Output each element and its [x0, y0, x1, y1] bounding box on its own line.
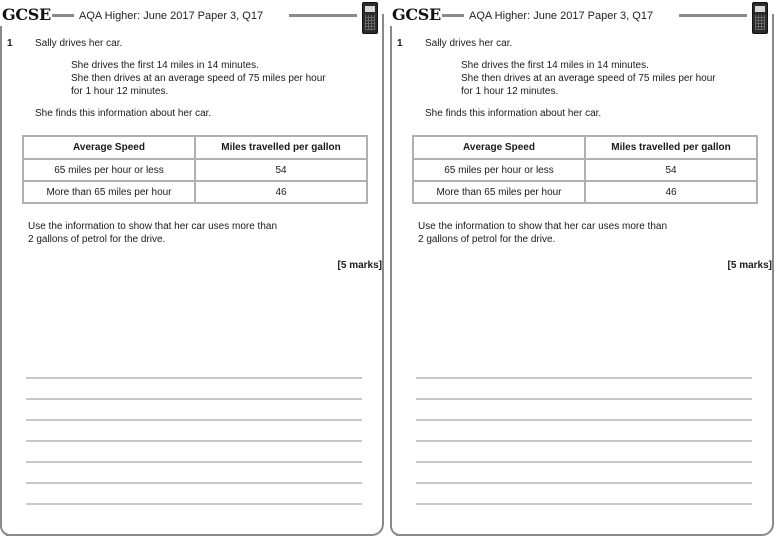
- worksheet-panel-right: [390, 0, 780, 540]
- detail-line: for 1 hour 12 minutes.: [461, 86, 559, 97]
- header-rule: [289, 14, 357, 17]
- info-table: [412, 135, 758, 204]
- detail-line: for 1 hour 12 minutes.: [71, 86, 169, 97]
- task-line: Use the information to show that her car uses more than: [28, 221, 278, 232]
- answer-line[interactable]: [416, 398, 752, 400]
- header-title: AQA Higher: June 2017 Paper 3, Q17: [469, 10, 654, 22]
- calculator-icon: [362, 2, 378, 34]
- header-rule: [442, 14, 464, 17]
- answer-line[interactable]: [26, 461, 362, 463]
- table-cell: 46: [585, 181, 757, 203]
- question-number: 1: [7, 38, 13, 49]
- task-text: [418, 220, 718, 246]
- question-details: [71, 59, 371, 98]
- finds-text: She finds this information about her car.: [35, 108, 212, 119]
- table-header: Average Speed: [413, 136, 585, 159]
- answer-line[interactable]: [416, 461, 752, 463]
- answer-line[interactable]: [26, 377, 362, 379]
- task-line: Use the information to show that her car uses more than: [418, 221, 668, 232]
- answer-line[interactable]: [416, 377, 752, 379]
- table-header: Miles travelled per gallon: [585, 136, 757, 159]
- question-intro: Sally drives her car.: [425, 38, 513, 49]
- detail-line: She drives the first 14 miles in 14 minutes.: [71, 60, 259, 71]
- detail-line: She then drives at an average speed of 75 miles per hour: [71, 73, 326, 84]
- table-cell: 46: [195, 181, 367, 203]
- info-table: [22, 135, 368, 204]
- marks-label: [5 marks]: [727, 260, 772, 271]
- answer-line[interactable]: [416, 482, 752, 484]
- answer-line[interactable]: [26, 482, 362, 484]
- table-header-row: [23, 136, 367, 159]
- answer-line[interactable]: [416, 440, 752, 442]
- header-rule: [52, 14, 74, 17]
- header-rule: [679, 14, 747, 17]
- table-row: [23, 181, 367, 203]
- table-cell: More than 65 miles per hour: [23, 181, 195, 203]
- detail-line: She drives the first 14 miles in 14 minutes.: [461, 60, 649, 71]
- answer-line[interactable]: [26, 503, 362, 505]
- table-cell: 65 miles per hour or less: [23, 159, 195, 181]
- finds-text: She finds this information about her car.: [425, 108, 602, 119]
- answer-line[interactable]: [26, 398, 362, 400]
- question-number: 1: [397, 38, 403, 49]
- answer-line[interactable]: [416, 419, 752, 421]
- answer-line[interactable]: [26, 440, 362, 442]
- table-header: Average Speed: [23, 136, 195, 159]
- table-row: [23, 159, 367, 181]
- question-intro: Sally drives her car.: [35, 38, 123, 49]
- table-row: [413, 181, 757, 203]
- answer-line[interactable]: [416, 503, 752, 505]
- table-cell: More than 65 miles per hour: [413, 181, 585, 203]
- panel-frame-left: [390, 26, 400, 536]
- table-cell: 54: [585, 159, 757, 181]
- table-header: Miles travelled per gallon: [195, 136, 367, 159]
- table-cell: 54: [195, 159, 367, 181]
- detail-line: She then drives at an average speed of 75 miles per hour: [461, 73, 716, 84]
- task-text: [28, 220, 328, 246]
- table-row: [413, 159, 757, 181]
- table-cell: 65 miles per hour or less: [413, 159, 585, 181]
- question-details: [461, 59, 761, 98]
- calculator-icon: [752, 2, 768, 34]
- panel-frame-left: [0, 26, 10, 536]
- task-line: 2 gallons of petrol for the drive.: [418, 234, 556, 245]
- answer-line[interactable]: [26, 419, 362, 421]
- task-line: 2 gallons of petrol for the drive.: [28, 234, 166, 245]
- marks-label: [5 marks]: [337, 260, 382, 271]
- gcse-logo: GCSE: [2, 5, 51, 24]
- header-title: AQA Higher: June 2017 Paper 3, Q17: [79, 10, 264, 22]
- table-header-row: [413, 136, 757, 159]
- gcse-logo: GCSE: [392, 5, 441, 24]
